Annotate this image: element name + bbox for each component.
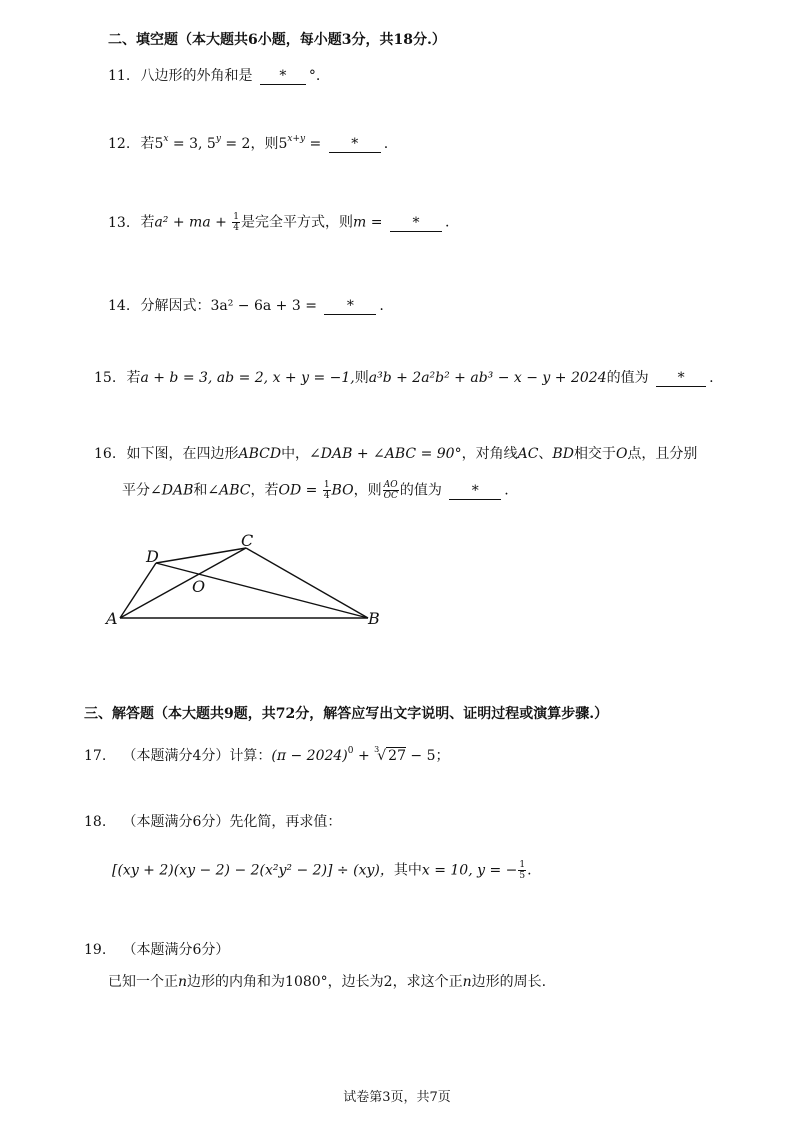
fraction-denominator: 4 bbox=[233, 223, 240, 233]
math-expression: m = bbox=[353, 214, 383, 231]
fraction-numerator: 1 bbox=[519, 860, 526, 870]
label-c: C bbox=[241, 531, 254, 550]
math-expression: BD bbox=[552, 446, 574, 462]
question-number: 16. bbox=[94, 446, 117, 462]
question-number: 13. bbox=[108, 214, 131, 231]
label-b: B bbox=[368, 609, 380, 628]
question-number: 17. bbox=[84, 748, 107, 764]
question-number: 12. bbox=[108, 136, 131, 152]
question-number: 18. bbox=[84, 814, 107, 830]
question-suffix: . bbox=[709, 370, 714, 386]
cube-root: $^3$√ 27 bbox=[374, 745, 406, 764]
label-a: A bbox=[106, 609, 118, 628]
question-prefix: 若 bbox=[140, 136, 155, 152]
quadrilateral-figure bbox=[100, 528, 390, 638]
math-base: 5 bbox=[206, 136, 216, 152]
math-exponent: 0 bbox=[347, 746, 354, 756]
math-expression: [(xy + 2)(xy − 2) − 2(x²y² − 2)] ÷ (xy)， bbox=[112, 862, 394, 879]
question-18 bbox=[84, 812, 341, 832]
question-16-line-2 bbox=[122, 480, 509, 501]
label-d: D bbox=[146, 547, 159, 566]
math-exponent: x bbox=[163, 134, 169, 144]
question-text: 的值为 bbox=[606, 370, 649, 386]
math-expression: ∠DAB + ∠ABC = 90° bbox=[309, 446, 462, 462]
question-text: ，若 bbox=[250, 482, 279, 499]
fraction bbox=[323, 480, 331, 501]
question-14 bbox=[108, 296, 384, 316]
math-expression: (π − 2024) bbox=[271, 748, 348, 764]
question-19 bbox=[84, 940, 229, 960]
math-equals: = bbox=[305, 136, 322, 152]
math-exponent: y bbox=[215, 134, 221, 144]
question-text: 点，且分别 bbox=[627, 446, 698, 462]
math-expression: ∠ABC bbox=[207, 482, 251, 499]
math-equals: = 2，则 bbox=[220, 136, 279, 152]
math-expression: a + b = 3, ab = 2, x + y = −1, bbox=[140, 370, 355, 386]
question-text: 如下图，在四边形 bbox=[126, 446, 239, 462]
question-12 bbox=[108, 134, 388, 154]
fraction-numerator: 1 bbox=[233, 212, 240, 222]
question-text: 中， bbox=[281, 446, 310, 462]
math-exponent: x+y bbox=[287, 134, 306, 144]
math-expression: OD = bbox=[278, 482, 322, 499]
question-suffix: . bbox=[383, 136, 389, 152]
question-number: 11. bbox=[108, 68, 131, 84]
fraction bbox=[383, 480, 399, 501]
math-variable: n bbox=[462, 974, 472, 990]
question-score: （本题满分4分）计算： bbox=[122, 748, 272, 764]
question-suffix: . bbox=[444, 214, 450, 231]
side-ad bbox=[120, 563, 156, 618]
question-11 bbox=[108, 66, 320, 86]
question-13 bbox=[108, 212, 449, 233]
math-expression: ABCD bbox=[238, 446, 282, 462]
question-text: 平分 bbox=[122, 482, 150, 499]
question-suffix: . bbox=[379, 298, 384, 314]
math-expression: − 5； bbox=[405, 748, 450, 764]
fraction-numerator: AO bbox=[383, 480, 398, 490]
section-3-title: 三、解答题（本大题共9题，共72分，解答应写出文字说明、证明过程或演算步骤.） bbox=[84, 706, 609, 722]
question-number: 15. bbox=[94, 370, 117, 386]
page-footer: 试卷第3页，共7页 bbox=[343, 1090, 451, 1105]
question-text: 则 bbox=[354, 370, 369, 386]
diagonal-bd bbox=[156, 563, 368, 618]
math-operator: + bbox=[353, 748, 375, 764]
root-radicand: 27 bbox=[388, 748, 406, 764]
math-base: 5 bbox=[278, 136, 288, 152]
question-text: 边形的周长. bbox=[471, 974, 547, 990]
question-text: 相交于 bbox=[573, 446, 616, 462]
answer-blank[interactable]: * bbox=[449, 483, 501, 500]
answer-blank[interactable]: * bbox=[656, 370, 706, 387]
answer-blank[interactable]: * bbox=[324, 298, 376, 315]
question-score: （本题满分6分） bbox=[122, 942, 230, 958]
question-number: 14. bbox=[108, 298, 131, 314]
math-expression: O bbox=[615, 446, 628, 462]
question-score: （本题满分6分）先化简，再求值： bbox=[122, 814, 342, 830]
fraction bbox=[232, 212, 240, 233]
question-prefix: 若 bbox=[140, 214, 155, 231]
label-o: O bbox=[192, 577, 206, 596]
question-prefix: 若 bbox=[126, 370, 141, 386]
answer-blank[interactable]: * bbox=[329, 136, 381, 153]
fraction-numerator: 1 bbox=[323, 480, 330, 490]
question-suffix: . bbox=[504, 482, 509, 499]
fraction-denominator: 5 bbox=[519, 871, 526, 881]
question-text: 、 bbox=[538, 446, 553, 462]
section-2-title: 二、填空题（本大题共6小题，每小题3分，共18分.） bbox=[108, 32, 446, 48]
question-suffix: °. bbox=[308, 68, 321, 84]
fraction bbox=[518, 860, 526, 881]
fraction-denominator: 4 bbox=[323, 491, 330, 501]
question-17 bbox=[84, 740, 450, 766]
question-16-line-1 bbox=[94, 444, 697, 464]
math-expression: a³b + 2a²b² + ab³ − x − y + 2024 bbox=[368, 370, 607, 386]
fraction-denominator: OC bbox=[383, 491, 398, 501]
question-text: ，对角线 bbox=[461, 446, 518, 462]
question-text: 边形的内角和为1080°，边长为2，求这个正 bbox=[187, 974, 463, 990]
question-text: 八边形的外角和是 bbox=[140, 68, 253, 84]
math-expression: a² + ma + bbox=[154, 214, 232, 231]
question-text: 和 bbox=[193, 482, 208, 499]
answer-blank[interactable]: * bbox=[260, 68, 306, 85]
math-expression: x = 10, y = − bbox=[421, 862, 518, 879]
question-text: 的值为 bbox=[399, 482, 442, 499]
question-text: 已知一个正 bbox=[108, 974, 178, 990]
math-expression: BO bbox=[331, 482, 354, 499]
answer-blank[interactable]: * bbox=[390, 215, 442, 232]
question-15 bbox=[94, 368, 714, 388]
math-expression: AC bbox=[517, 446, 539, 462]
question-suffix: . bbox=[527, 862, 532, 879]
question-number: 19. bbox=[84, 942, 107, 958]
math-expression: ∠DAB bbox=[150, 482, 194, 499]
question-text: 分解因式：3a² − 6a + 3 = bbox=[140, 298, 317, 314]
question-text: 是完全平方式，则 bbox=[241, 214, 354, 231]
root-index: 3 bbox=[374, 745, 380, 754]
math-variable: n bbox=[178, 974, 188, 990]
question-19-text bbox=[108, 972, 546, 992]
side-cb bbox=[246, 548, 368, 618]
question-text: ，则 bbox=[353, 482, 382, 499]
question-18-expression bbox=[112, 860, 532, 881]
math-equals: = 3, bbox=[168, 136, 207, 152]
question-text: 其中 bbox=[393, 862, 422, 879]
math-base: 5 bbox=[154, 136, 164, 152]
